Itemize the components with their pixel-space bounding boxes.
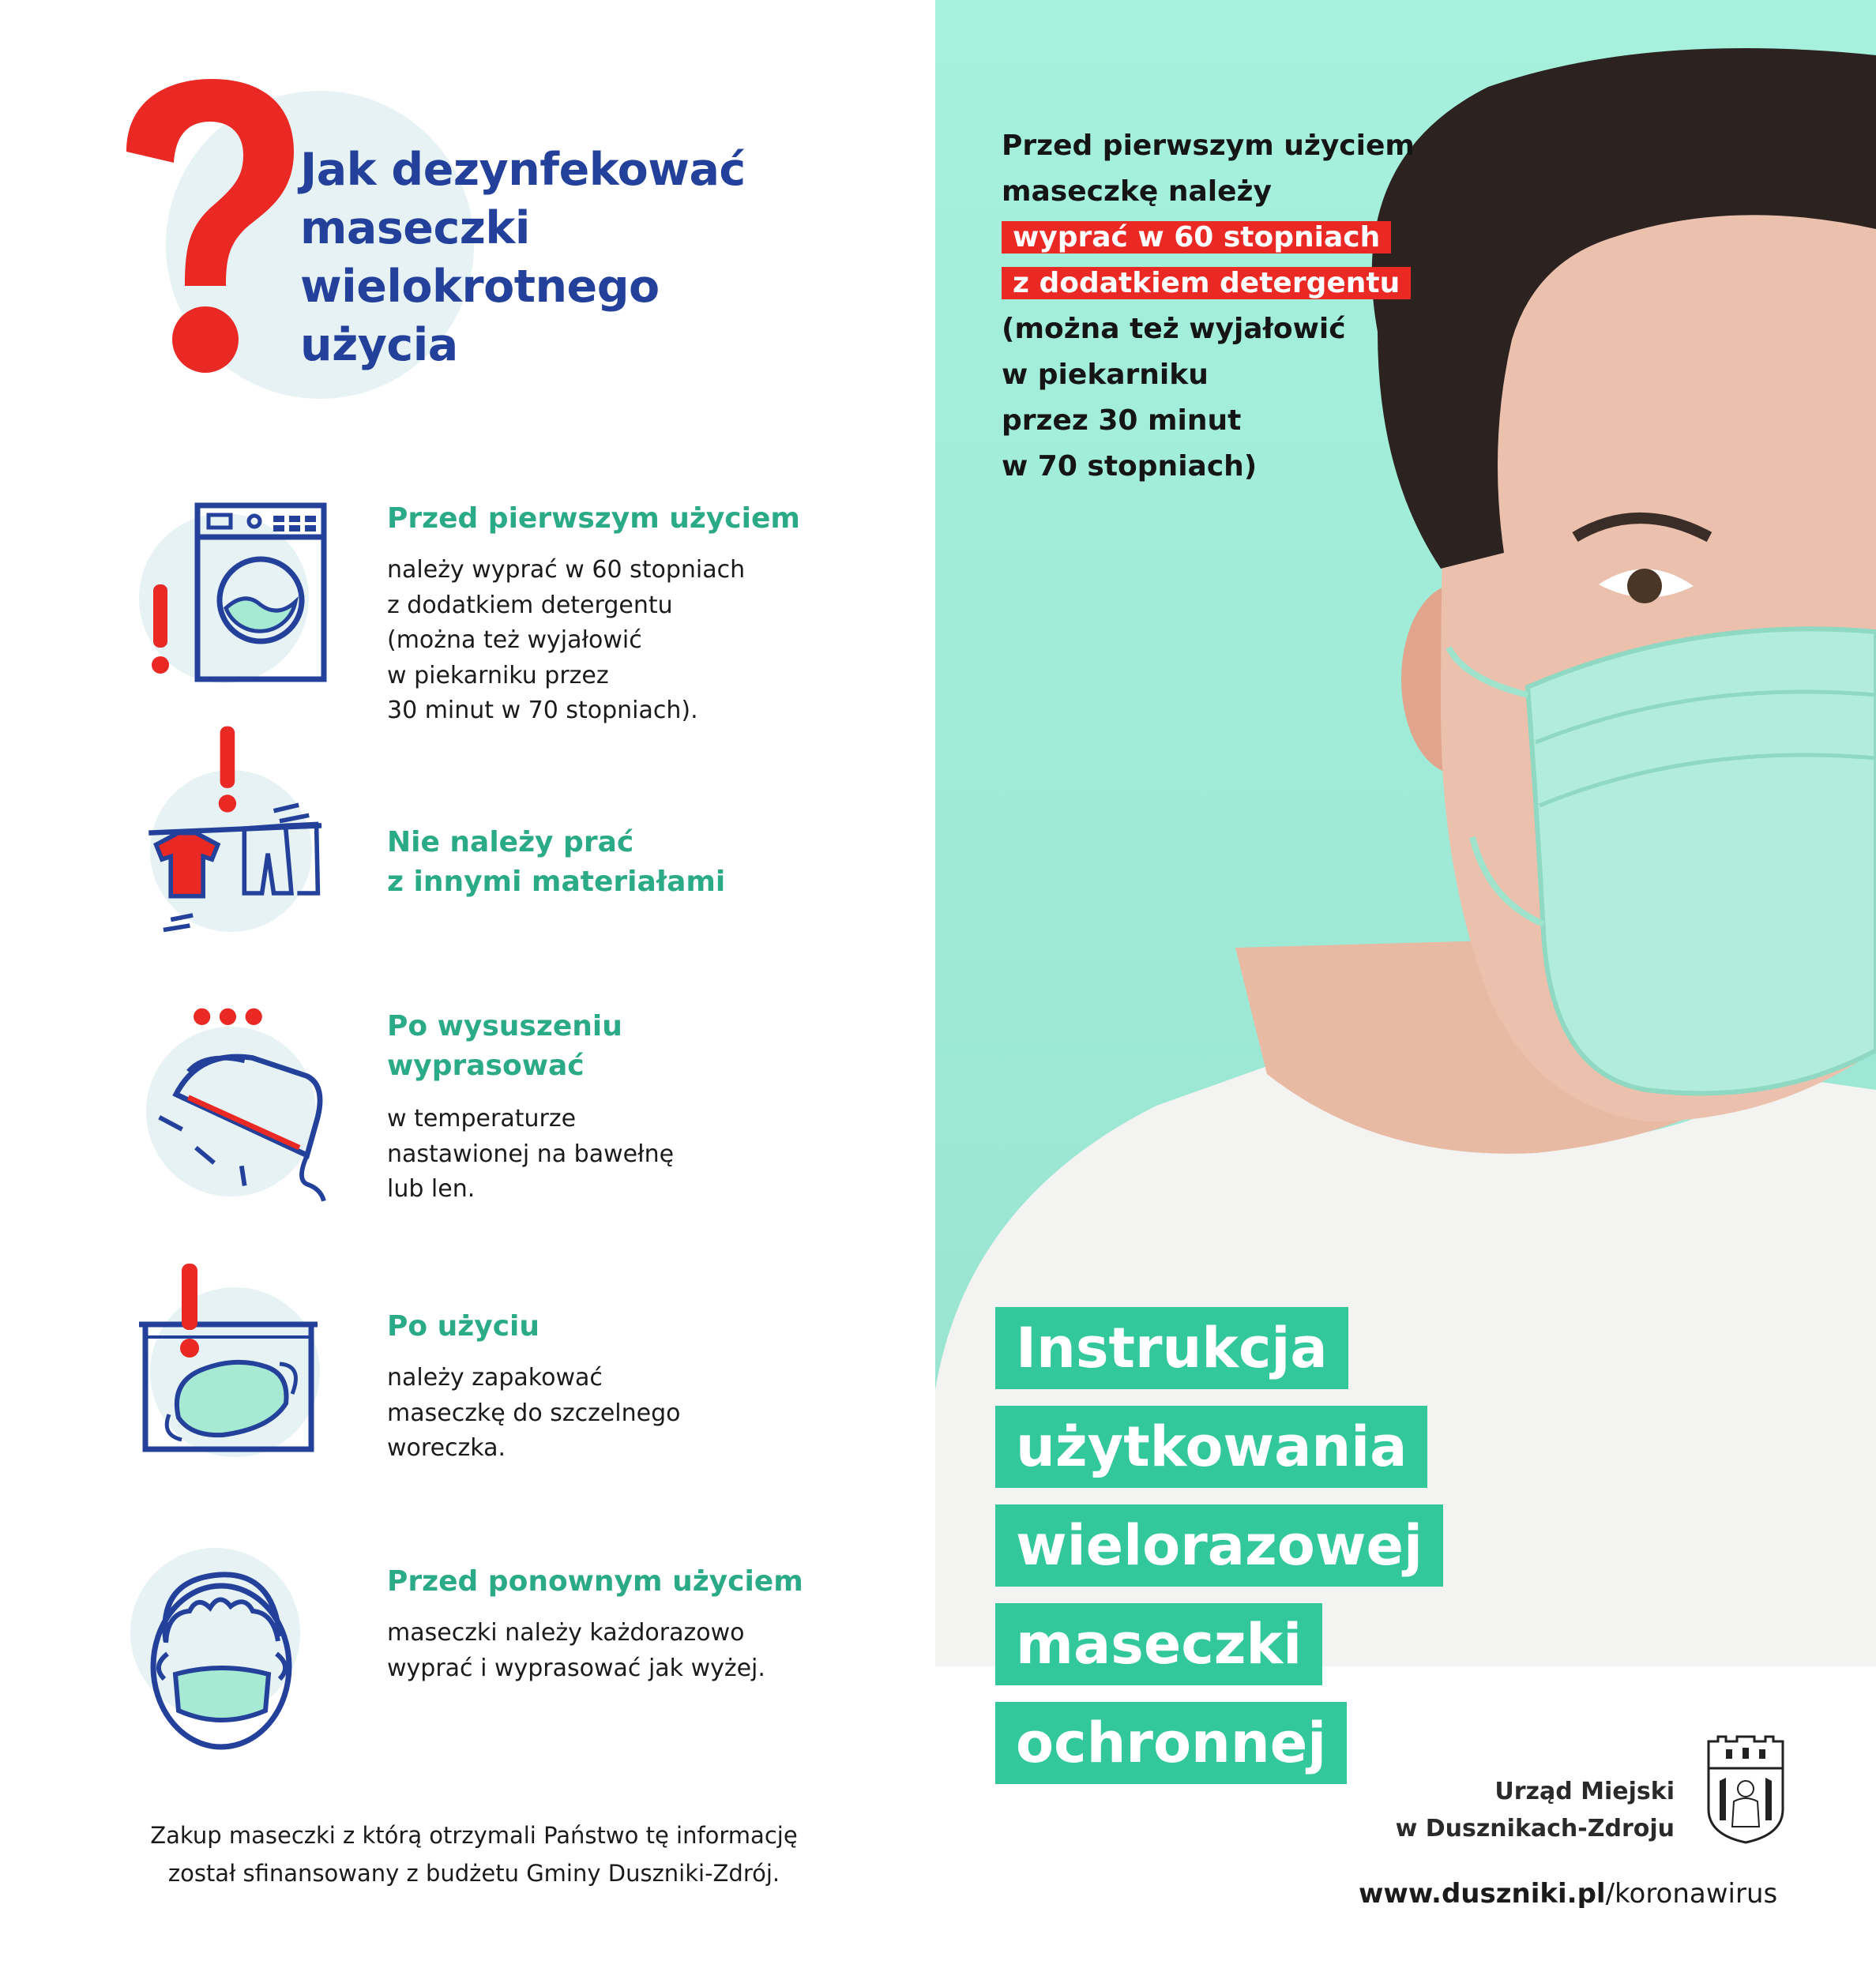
step-4-text — [387, 1361, 877, 1467]
step-2-title-line: z innymi materiałami — [387, 866, 726, 898]
step-1-text-line: (można też wyjałowić — [387, 626, 642, 654]
step-4-text-line: woreczka. — [387, 1434, 506, 1462]
step-5-text-line: maseczki należy każdorazowo — [387, 1619, 745, 1647]
washing-machine-icon — [134, 490, 340, 703]
title-block-line: ochronnej — [995, 1702, 1347, 1784]
main-title-line: maseczki — [300, 202, 530, 254]
step-3-title-line: Po wysuszeniu — [387, 1010, 622, 1042]
organization-line: w Dusznikach-Zdroju — [1395, 1815, 1675, 1842]
step-4-text-line: należy zapakować — [387, 1364, 603, 1392]
photo-note-line: (można też wyjałowić — [1002, 313, 1346, 345]
step-1 — [387, 499, 877, 729]
step-3-text — [387, 1102, 877, 1208]
step-1-text-line: w piekarniku przez — [387, 661, 609, 689]
organization-line: Urząd Miejski — [1494, 1778, 1675, 1805]
photo-intro-text — [1002, 123, 1444, 490]
step-1-text-line: należy wyprać w 60 stopniach — [387, 556, 746, 584]
step-4-text-line: maseczkę do szczelnego — [387, 1399, 681, 1427]
photo-intro-line: maseczkę należy — [1002, 175, 1272, 208]
step-3-text-line: lub len. — [387, 1175, 476, 1203]
step-2-title — [387, 823, 877, 902]
step-3-text-line: nastawionej na bawełnę — [387, 1140, 675, 1168]
photo-intro-line: Przed pierwszym użyciem — [1002, 130, 1415, 162]
photo-note-line: w 70 stopniach) — [1002, 450, 1258, 483]
main-title-line: wielokrotnego — [300, 261, 660, 313]
masked-face-icon — [134, 1544, 340, 1757]
url-domain[interactable]: www.duszniki.pl — [1359, 1878, 1606, 1910]
step-5-text-line: wyprać i wyprasować jak wyżej. — [387, 1654, 765, 1682]
title-block-line: użytkowania — [995, 1406, 1427, 1488]
iron-icon — [134, 1003, 340, 1216]
title-block-line: maseczki — [995, 1603, 1322, 1685]
photo-note-line: przez 30 minut — [1002, 404, 1242, 437]
website-url[interactable] — [1359, 1878, 1778, 1910]
main-title-line: użycia — [300, 319, 458, 371]
mask-bag-icon — [134, 1260, 340, 1473]
step-1-text — [387, 553, 877, 729]
step-4-title: Po użyciu — [387, 1310, 540, 1343]
funding-footnote — [118, 1816, 829, 1892]
question-mark-icon — [111, 79, 300, 395]
step-5 — [387, 1562, 877, 1686]
step-2-title-line: Nie należy prać — [387, 826, 634, 858]
step-1-title: Przed pierwszym użyciem — [387, 502, 800, 535]
organization-name — [1374, 1773, 1675, 1847]
photo-highlight-line: wyprać w 60 stopniach — [1002, 221, 1391, 254]
title-block-line: Instrukcja — [995, 1307, 1348, 1389]
url-path[interactable]: /koronawirus — [1605, 1878, 1778, 1910]
city-crest-icon — [1702, 1733, 1789, 1844]
title-block-line: wielorazowej — [995, 1504, 1443, 1587]
main-title-line: Jak dezynfekować — [300, 144, 746, 196]
photo-highlight-line: z dodatkiem detergentu — [1002, 267, 1411, 299]
footnote-line: został sfinansowany z budżetu Gminy Duszniki-Zdrój. — [167, 1860, 780, 1887]
step-3-text-line: w temperaturze — [387, 1105, 577, 1132]
step-5-title: Przed ponownym użyciem — [387, 1565, 803, 1598]
step-3-title — [387, 1007, 877, 1086]
step-3 — [387, 1007, 877, 1208]
step-1-text-line: z dodatkiem detergentu — [387, 591, 673, 619]
step-4 — [387, 1307, 877, 1467]
footnote-line: Zakup maseczki z którą otrzymali Państwo tę informację — [150, 1822, 798, 1849]
main-title — [300, 141, 806, 374]
photo-note-line: w piekarniku — [1002, 359, 1209, 391]
step-5-text — [387, 1616, 877, 1686]
step-3-title-line: wyprasować — [387, 1050, 585, 1082]
laundry-line-icon — [134, 723, 340, 936]
step-2 — [387, 823, 877, 902]
step-1-text-line: 30 minut w 70 stopniach). — [387, 697, 698, 724]
